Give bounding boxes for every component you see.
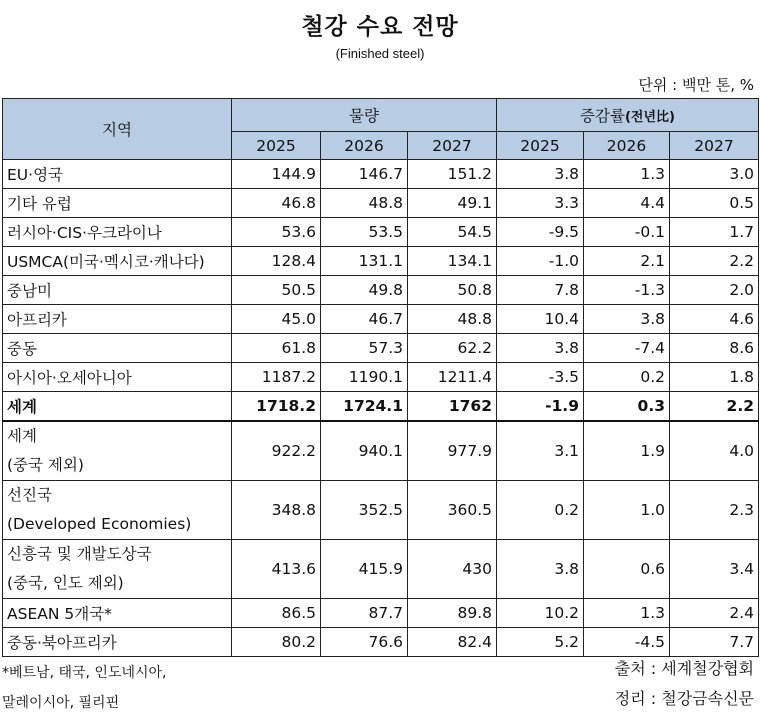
value-cell: 1762 [408, 392, 497, 421]
value-cell: 2.2 [670, 247, 759, 276]
header-year: 2027 [670, 132, 759, 160]
value-cell: 46.7 [321, 305, 408, 334]
value-cell: 131.1 [321, 247, 408, 276]
table-row [3, 247, 759, 276]
table-row [3, 160, 759, 189]
value-cell: 0.3 [584, 392, 670, 421]
table-row [3, 598, 759, 627]
value-cell: 3.8 [497, 334, 584, 363]
region-label: 중동·북아프리카 [3, 627, 232, 656]
value-cell: 348.8 [232, 480, 321, 539]
table-row [3, 480, 759, 539]
value-cell: 46.8 [232, 189, 321, 218]
value-cell: 2.1 [584, 247, 670, 276]
header-growth-note: (전년比) [624, 110, 675, 125]
value-cell: 50.8 [408, 276, 497, 305]
value-cell: 49.8 [321, 276, 408, 305]
value-cell: 2.2 [670, 392, 759, 421]
header-year: 2026 [584, 132, 670, 160]
region-label: 중남미 [3, 276, 232, 305]
footnote-line: 말레이시아, 필리핀 [2, 695, 120, 711]
value-cell: 45.0 [232, 305, 321, 334]
table-row [3, 334, 759, 363]
region-label [3, 539, 232, 598]
value-cell: 61.8 [232, 334, 321, 363]
value-cell: 5.2 [497, 627, 584, 656]
value-cell: 57.3 [321, 334, 408, 363]
value-cell: 3.8 [584, 305, 670, 334]
value-cell: 4.0 [670, 421, 759, 481]
value-cell: 53.5 [321, 218, 408, 247]
table-body [3, 160, 759, 657]
page-subtitle: (Finished steel) [335, 46, 425, 61]
value-cell: 87.7 [321, 598, 408, 627]
value-cell: 1.9 [584, 421, 670, 481]
value-cell: 151.2 [408, 160, 497, 189]
value-cell: 1187.2 [232, 363, 321, 392]
header-year: 2025 [497, 132, 584, 160]
value-cell: 1.8 [670, 363, 759, 392]
header-growth-label: 증감률 [580, 107, 625, 125]
footnote [2, 658, 167, 718]
value-cell: 1718.2 [232, 392, 321, 421]
value-cell: 0.2 [497, 480, 584, 539]
value-cell: 8.6 [670, 334, 759, 363]
value-cell: 48.8 [321, 189, 408, 218]
value-cell: 1190.1 [321, 363, 408, 392]
value-cell: 352.5 [321, 480, 408, 539]
value-cell: 1.3 [584, 598, 670, 627]
value-cell: 89.8 [408, 598, 497, 627]
value-cell: 3.8 [497, 539, 584, 598]
source-note [615, 654, 754, 714]
value-cell: -3.5 [497, 363, 584, 392]
value-cell: 48.8 [408, 305, 497, 334]
footnote-line: *베트남, 태국, 인도네시아, [2, 665, 167, 681]
table-row [3, 363, 759, 392]
value-cell: 1724.1 [321, 392, 408, 421]
value-cell: 922.2 [232, 421, 321, 481]
region-label-sub: (중국 제외) [7, 455, 84, 474]
value-cell: 86.5 [232, 598, 321, 627]
value-cell: 2.0 [670, 276, 759, 305]
value-cell: 360.5 [408, 480, 497, 539]
header-volume: 물량 [232, 99, 497, 132]
region-label-line: 선진국 [7, 485, 52, 504]
value-cell: 10.4 [497, 305, 584, 334]
value-cell: 54.5 [408, 218, 497, 247]
value-cell: 7.7 [670, 627, 759, 656]
value-cell: 415.9 [321, 539, 408, 598]
value-cell: 0.5 [670, 189, 759, 218]
table-row [3, 539, 759, 598]
value-cell: 80.2 [232, 627, 321, 656]
value-cell: 53.6 [232, 218, 321, 247]
header-year: 2027 [408, 132, 497, 160]
value-cell: 1.3 [584, 160, 670, 189]
value-cell: 62.2 [408, 334, 497, 363]
header-year: 2026 [321, 132, 408, 160]
region-label: EU·영국 [3, 160, 232, 189]
value-cell: 146.7 [321, 160, 408, 189]
value-cell: -1.3 [584, 276, 670, 305]
value-cell: -9.5 [497, 218, 584, 247]
table-row [3, 276, 759, 305]
value-cell: 134.1 [408, 247, 497, 276]
value-cell: 4.6 [670, 305, 759, 334]
table-row [3, 421, 759, 481]
value-cell: 144.9 [232, 160, 321, 189]
value-cell: -4.5 [584, 627, 670, 656]
table-row [3, 627, 759, 656]
value-cell: 3.4 [670, 539, 759, 598]
value-cell: 128.4 [232, 247, 321, 276]
source-line: 정리 : 철강금속신문 [614, 689, 754, 708]
value-cell: 4.4 [584, 189, 670, 218]
page-title: 철강 수요 전망 [301, 14, 459, 40]
steel-demand-table [2, 98, 759, 657]
region-label: 러시아·CIS·우크라이나 [3, 218, 232, 247]
table-row [3, 189, 759, 218]
region-label: 아시아·오세아니아 [3, 363, 232, 392]
value-cell: -0.1 [584, 218, 670, 247]
value-cell: 1.0 [584, 480, 670, 539]
region-label: 아프리카 [3, 305, 232, 334]
region-label [3, 480, 232, 539]
value-cell: -7.4 [584, 334, 670, 363]
region-label: 중동 [3, 334, 232, 363]
region-label-line: 신흥국 및 개발도상국 [7, 544, 152, 563]
value-cell: 82.4 [408, 627, 497, 656]
value-cell: 3.0 [670, 160, 759, 189]
value-cell: 1.7 [670, 218, 759, 247]
value-cell: 2.4 [670, 598, 759, 627]
value-cell: 3.1 [497, 421, 584, 481]
value-cell: 3.8 [497, 160, 584, 189]
region-label: 기타 유럽 [3, 189, 232, 218]
region-label: USMCA(미국·멕시코·캐나다) [3, 247, 232, 276]
region-label-line: 세계 [7, 426, 37, 445]
value-cell: 977.9 [408, 421, 497, 481]
value-cell: 76.6 [321, 627, 408, 656]
value-cell: 49.1 [408, 189, 497, 218]
table-row [3, 392, 759, 421]
value-cell: 50.5 [232, 276, 321, 305]
value-cell: -1.0 [497, 247, 584, 276]
region-label-sub: (Developed Economies) [7, 514, 192, 533]
value-cell: 10.2 [497, 598, 584, 627]
unit-note: 단위 : 백만 톤, % [638, 76, 754, 94]
table-row [3, 218, 759, 247]
header-growth [497, 99, 759, 132]
value-cell: 1211.4 [408, 363, 497, 392]
value-cell: 0.2 [584, 363, 670, 392]
header-year: 2025 [232, 132, 321, 160]
value-cell: 7.8 [497, 276, 584, 305]
value-cell: 940.1 [321, 421, 408, 481]
region-label-sub: (중국, 인도 제외) [7, 573, 124, 592]
value-cell: 430 [408, 539, 497, 598]
value-cell: 3.3 [497, 189, 584, 218]
region-label: ASEAN 5개국* [3, 598, 232, 627]
value-cell: 413.6 [232, 539, 321, 598]
value-cell: 2.3 [670, 480, 759, 539]
table-row [3, 305, 759, 334]
value-cell: 0.6 [584, 539, 670, 598]
value-cell: -1.9 [497, 392, 584, 421]
region-label: 세계 [3, 392, 232, 421]
header-region: 지역 [3, 99, 232, 160]
region-label [3, 421, 232, 481]
source-line: 출처 : 세계철강협회 [614, 659, 754, 678]
